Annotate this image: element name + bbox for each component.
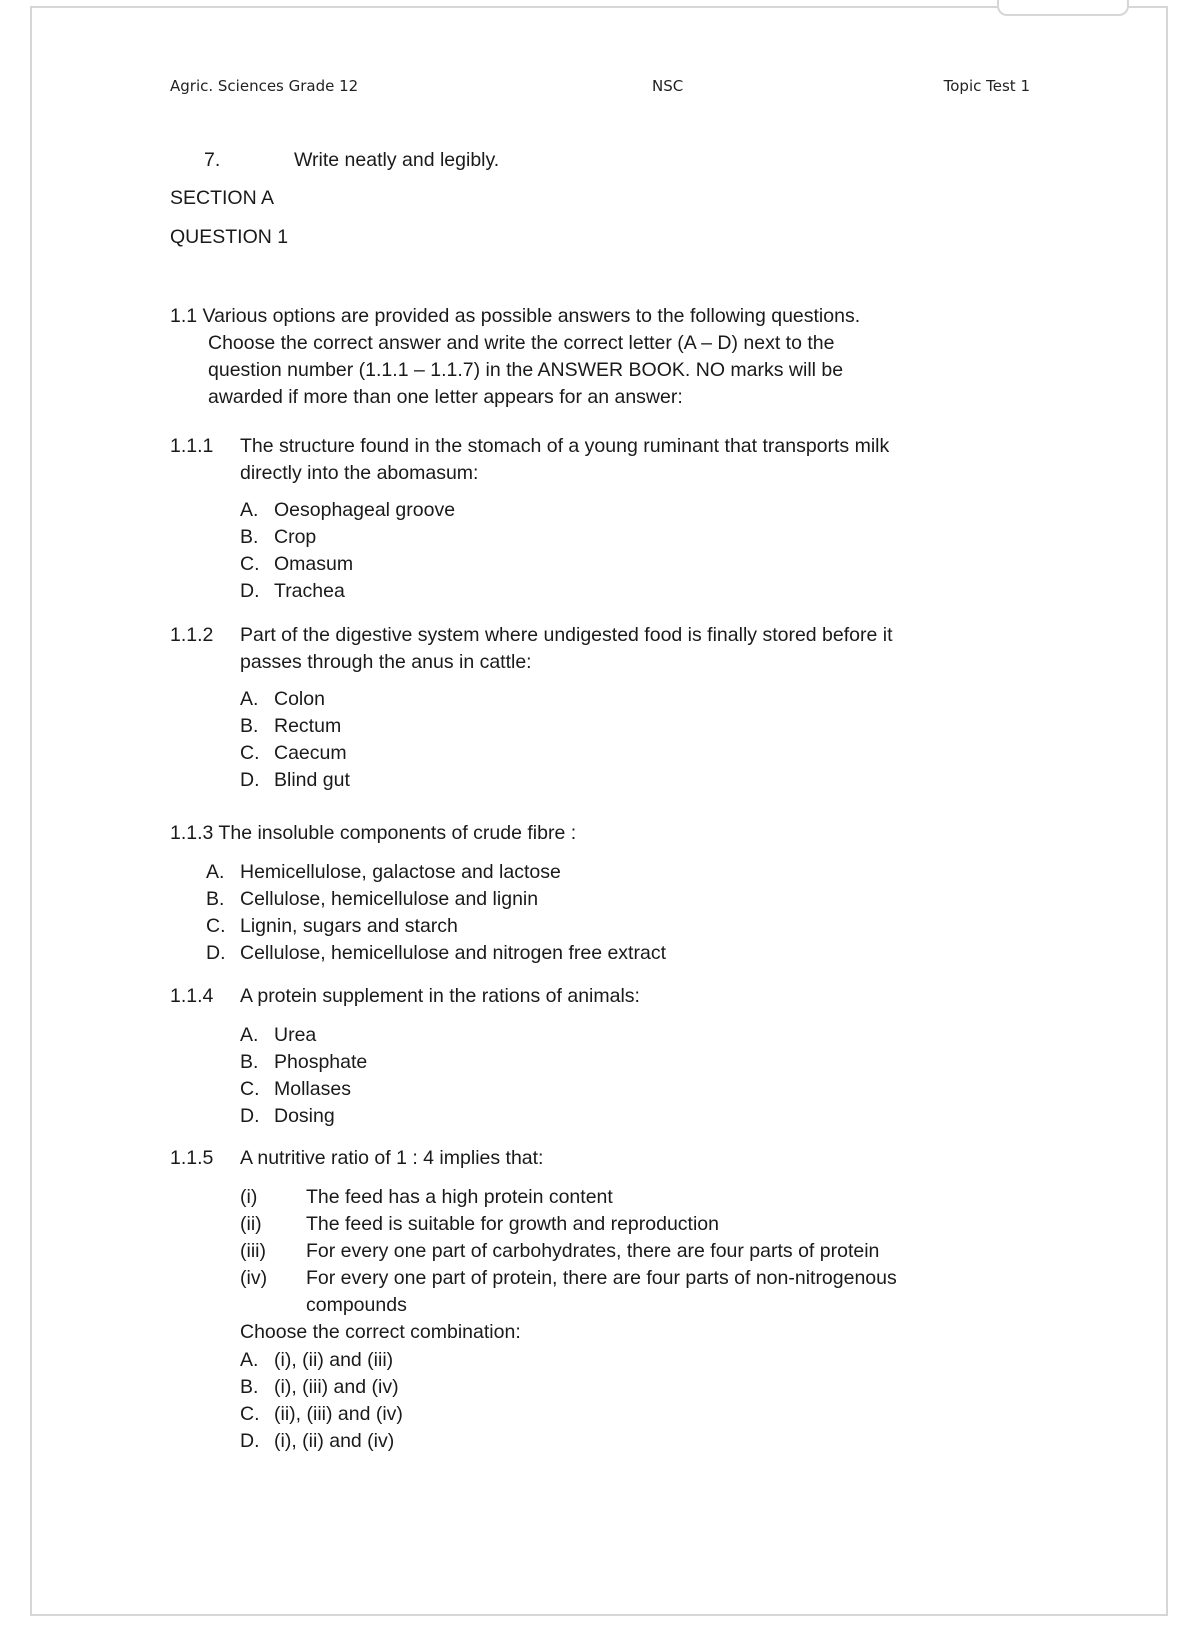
section-title: SECTION A <box>170 187 275 209</box>
option-b: B. Rectum <box>240 715 342 737</box>
options-list <box>240 497 455 605</box>
header-exam: NSC <box>652 77 684 95</box>
statement-i: (i) The feed has a high protein content <box>240 1186 613 1208</box>
options-list <box>240 1022 367 1130</box>
question-number: 1.1.1 <box>170 435 214 457</box>
option-d: D. Cellulose, hemicellulose and nitrogen free extract <box>206 942 666 964</box>
page-tab <box>997 0 1129 16</box>
question-stem: A nutritive ratio of 1 : 4 implies that: <box>240 1147 544 1169</box>
option-a: A. Hemicellulose, galactose and lactose <box>206 861 561 883</box>
question-stem <box>240 433 889 487</box>
combination-prompt: Choose the correct combination: <box>240 1321 521 1343</box>
options-list <box>206 859 666 967</box>
header-subject: Agric. Sciences Grade 12 <box>170 77 359 95</box>
stem-line: directly into the abomasum: <box>240 462 479 484</box>
stem-line: Part of the digestive system where undigested food is finally stored before it <box>240 624 893 646</box>
option-c: C. Caecum <box>240 742 347 764</box>
page-header <box>170 77 1030 99</box>
statement-iv-continuation: compounds <box>306 1294 407 1316</box>
option-a: A. Oesophageal groove <box>240 499 456 521</box>
option-d: D. Blind gut <box>240 769 350 791</box>
question-number: 1.1.4 <box>170 985 214 1007</box>
options-list <box>240 1347 403 1455</box>
question-title: QUESTION 1 <box>170 226 289 248</box>
option-a: A. Colon <box>240 688 325 710</box>
option-b: B. (i), (iii) and (iv) <box>240 1376 399 1398</box>
statements-list <box>240 1184 897 1346</box>
statement-iii: (iii) For every one part of carbohydrates, there are four parts of protein <box>240 1240 880 1262</box>
option-d: D. Dosing <box>240 1105 335 1127</box>
instruction-7-text: Write neatly and legibly. <box>294 149 500 171</box>
option-b: B. Cellulose, hemicellulose and lignin <box>206 888 539 910</box>
option-a: A. Urea <box>240 1024 317 1046</box>
question-stem: A protein supplement in the rations of animals: <box>240 985 640 1007</box>
instruction-line: Choose the correct answer and write the correct letter (A – D) next to the <box>208 332 835 354</box>
option-c: C. Omasum <box>240 553 354 575</box>
option-c: C. Lignin, sugars and starch <box>206 915 458 937</box>
option-b: B. Crop <box>240 526 317 548</box>
question-stem <box>240 622 893 676</box>
question-number: 1.1.5 <box>170 1147 214 1169</box>
statement-ii: (ii) The feed is suitable for growth and reproduction <box>240 1213 719 1235</box>
option-c: C. (ii), (iii) and (iv) <box>240 1403 403 1425</box>
stem-line: The structure found in the stomach of a young ruminant that transports milk <box>240 435 890 457</box>
instruction-7-number: 7. <box>204 149 221 171</box>
option-d: D. (i), (ii) and (iv) <box>240 1430 395 1452</box>
header-test: Topic Test 1 <box>943 77 1030 95</box>
question-stem: 1.1.3 The insoluble components of crude fibre : <box>170 822 577 844</box>
question-number: 1.1.2 <box>170 624 214 646</box>
option-c: C. Mollases <box>240 1078 351 1100</box>
instruction-line: 1.1 Various options are provided as possible answers to the following questions. <box>170 305 861 327</box>
option-a: A. (i), (ii) and (iii) <box>240 1349 394 1371</box>
instruction-line: question number (1.1.1 – 1.1.7) in the ANSWER BOOK. NO marks will be <box>208 359 844 381</box>
instruction-line: awarded if more than one letter appears for an answer: <box>208 386 683 408</box>
stem-line: passes through the anus in cattle: <box>240 651 532 673</box>
statement-iv: (iv) For every one part of protein, there are four parts of non-nitrogenous <box>240 1267 897 1289</box>
options-list <box>240 686 350 794</box>
option-b: B. Phosphate <box>240 1051 368 1073</box>
option-d: D. Trachea <box>240 580 345 602</box>
question-instructions <box>170 303 1010 411</box>
